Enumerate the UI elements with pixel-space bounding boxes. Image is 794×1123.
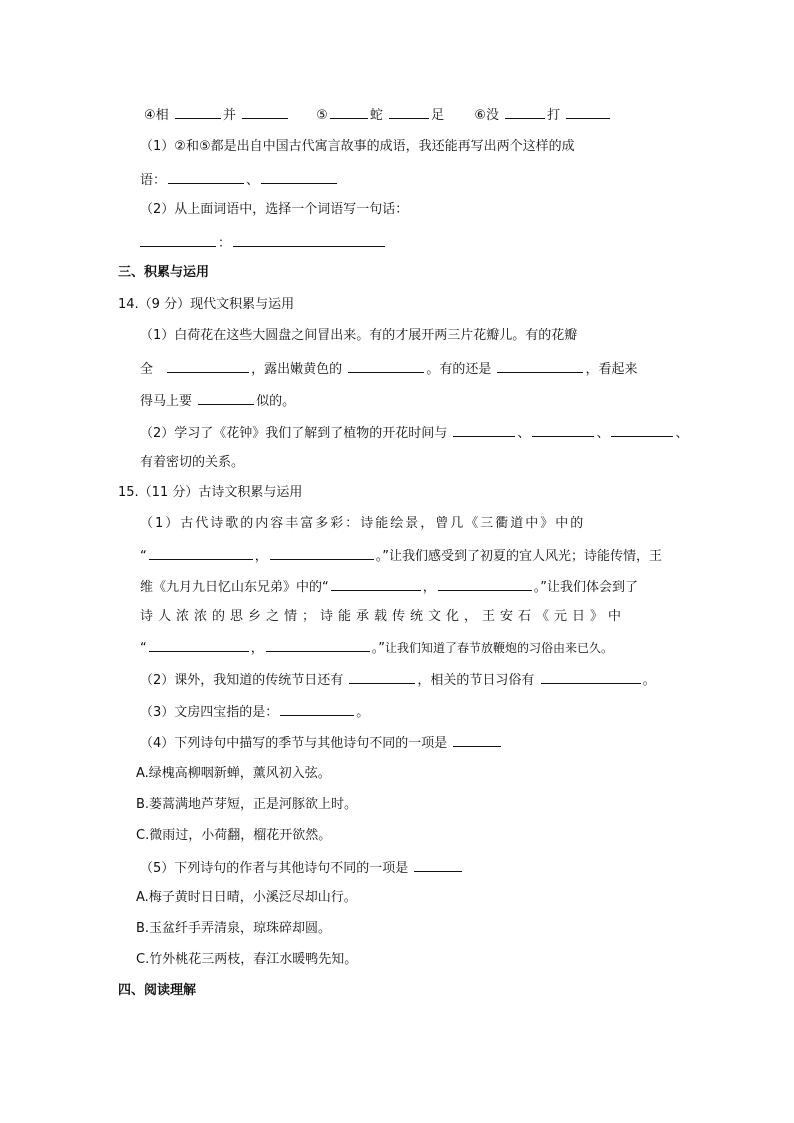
q14-p1-line2: 全 ，露出嫩黄色的 。有的还是 ，看起来 (140, 358, 637, 378)
idiom-4-num: ④ (144, 108, 156, 123)
idiom-4-char1: 相 (155, 108, 169, 123)
idiom-answer-1[interactable] (168, 169, 244, 184)
poem-blank-3[interactable] (331, 576, 421, 591)
poem-blank-4[interactable] (438, 576, 532, 591)
idiom-4-char2: 并 (222, 108, 236, 123)
q14-p2-line1: （2）学习了《花钟》我们了解到了植物的开花时间与 、 、 、 (140, 422, 688, 442)
idiom-6-blank2[interactable] (566, 104, 610, 119)
flower-clock-blank-2[interactable] (532, 422, 594, 437)
q15-p1-line5: “ ， 。”让我们知道了春节放鞭炮的习俗由来已久。 (140, 637, 613, 657)
q15-p1-line1: （1）古代诗歌的内容丰富多彩：诗能绘景，曾几《三衢道中》中的 (140, 516, 586, 531)
q15-p1-line4: 诗人浓浓的思乡之情；诗能承载传统文化，王安石《元日》中 (140, 609, 627, 624)
idiom-6-char1: 没 (486, 108, 500, 123)
idiom-6-char2: 打 (547, 108, 561, 123)
q14-p2-line2: 有着密切的关系。 (140, 455, 245, 470)
idiom-6-num: ⑥ (474, 108, 487, 123)
ref-num-5: ⑤ (198, 139, 211, 154)
q13-part1-line1: （1）②和⑤都是出自中国古代寓言故事的成语，我还能再写出两个这样的成 (140, 139, 575, 154)
flower-clock-blank-1[interactable] (453, 422, 515, 437)
q15-p4-option-c: C.微雨过，小荷翻，榴花开欲然。 (136, 828, 332, 843)
author-answer-blank[interactable] (414, 857, 462, 872)
q15-p5-option-b: B.玉盆纤手弄清泉，琼珠碎却圆。 (136, 921, 332, 936)
idiom-5-char1: 蛇 (369, 108, 383, 123)
flower-clock-blank-3[interactable] (611, 422, 673, 437)
poem-blank-1[interactable] (149, 545, 253, 560)
q15-p4: （4）下列诗句中描写的季节与其他诗句不同的一项是 (140, 732, 503, 752)
q15-p3: （3）文房四宝指的是： 。 (140, 701, 369, 721)
idiom-answer-2[interactable] (261, 169, 337, 184)
q15-p1-line3: 维《九月九日忆山东兄弟》中的“ ， 。”让我们体会到了 (140, 576, 638, 596)
idiom-5-num: ⑤ (316, 108, 328, 123)
four-treasures-blank[interactable] (280, 701, 354, 716)
idiom-5-blank1[interactable] (330, 104, 368, 119)
section-3-heading: 三、积累与运用 (118, 265, 210, 280)
idiom-6-blank1[interactable] (505, 104, 545, 119)
season-answer-blank[interactable] (453, 732, 501, 747)
q15-title: 15.（11 分）古诗文积累与运用 (118, 485, 303, 500)
lotus-blank-2[interactable] (348, 358, 424, 373)
q15-p5-option-c: C.竹外桃花三两枝，春江水暖鸭先知。 (136, 952, 358, 967)
q13-part2-answer: ： (138, 232, 387, 252)
q15-p4-option-b: B.蒌蒿满地芦芽短，正是河豚欲上时。 (136, 797, 358, 812)
ref-num-2: ② (174, 139, 186, 154)
chosen-word-blank[interactable] (140, 232, 216, 247)
idiom-5-blank2[interactable] (389, 104, 429, 119)
poem-blank-5[interactable] (149, 637, 249, 652)
q13-part1-line2: 语： 、 (140, 169, 339, 189)
q15-p5-option-a: A.梅子黄时日日晴，小溪泛尽却山行。 (136, 890, 357, 905)
poem-blank-6[interactable] (266, 637, 370, 652)
idiom-4-blank2[interactable] (242, 104, 288, 119)
lotus-blank-1[interactable] (167, 358, 249, 373)
q13-part2: （2）从上面词语中，选择一个词语写一句话： (140, 202, 409, 217)
idiom-5-char2: 足 (431, 108, 445, 123)
q15-p5: （5）下列诗句的作者与其他诗句不同的一项是 (140, 857, 464, 877)
q14-title: 14.（9 分）现代文积累与运用 (118, 297, 295, 312)
section-4-heading: 四、阅读理解 (118, 983, 197, 998)
q15-p1-line2: “ ， 。”让我们感受到了初夏的宜人风光；诗能传情，王 (140, 545, 662, 565)
q15-p2: （2）课外，我知道的传统节日还有 ，相关的节日习俗有 。 (140, 669, 656, 689)
sentence-blank[interactable] (233, 232, 385, 247)
lotus-blank-4[interactable] (198, 390, 254, 405)
idiom-4-blank1[interactable] (175, 104, 221, 119)
poem-blank-2[interactable] (270, 545, 374, 560)
q13-idiom-row (144, 104, 612, 124)
q14-p1-line1: （1）白荷花在这些大圆盘之间冒出来。有的才展开两三片花瓣儿。有的花瓣 (140, 328, 578, 343)
q15-p4-option-a: A.绿槐高柳咽新蝉，薰风初入弦。 (136, 766, 331, 781)
lotus-blank-3[interactable] (497, 358, 583, 373)
custom-blank[interactable] (541, 669, 641, 684)
festival-blank[interactable] (349, 669, 415, 684)
q14-p1-line3: 得马上要 似的。 (140, 390, 295, 410)
